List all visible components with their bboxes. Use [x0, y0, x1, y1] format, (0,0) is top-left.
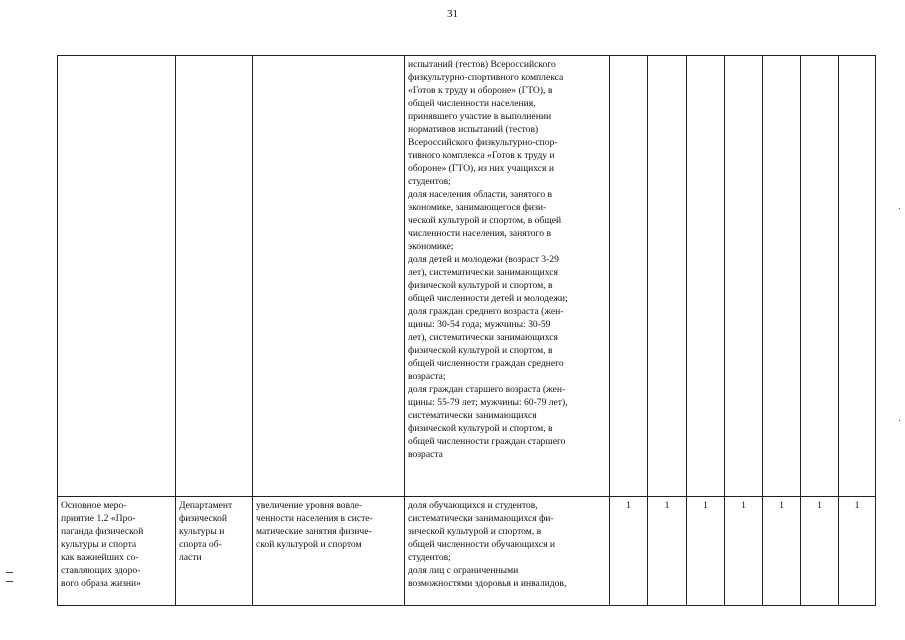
text-line: тивного комплекса «Готов к труду и: [408, 150, 555, 161]
indicators-text: [408, 58, 606, 461]
text-line: доля населения области, занятого в: [408, 189, 553, 200]
scan-dot: [899, 420, 900, 421]
text-line: культуры и спорта: [61, 539, 137, 550]
text-line: зической культурой и спортом, в: [408, 526, 542, 537]
text-line: физической культурой и спортом, в: [408, 423, 553, 434]
value-cell: 1: [610, 497, 648, 606]
value-cell: 1: [725, 497, 763, 606]
text-line: вого образа жизни»: [61, 578, 141, 589]
text-line: спорта об-: [179, 539, 222, 550]
text-line: доля граждан среднего возраста (жен-: [408, 306, 564, 317]
text-line: Департамент: [179, 500, 233, 511]
value-cell: 1: [801, 497, 839, 606]
binding-mark: [6, 581, 13, 582]
text-line: как важнейших со-: [61, 552, 139, 563]
measure-text: [61, 499, 172, 590]
text-line: испытаний (тестов) Всероссийского: [408, 59, 556, 70]
value-cell-empty: [801, 56, 839, 497]
text-line: лет), систематически занимающихся: [408, 267, 558, 278]
text-line: физкультурно-спортивного комплекса: [408, 72, 564, 83]
text-line: доля обучающихся и студентов,: [408, 500, 538, 511]
indicators-text: [408, 499, 606, 590]
text-line: ченности населения в систе-: [256, 513, 373, 524]
text-line: студентов;: [408, 176, 451, 187]
indicators-cell: [405, 56, 610, 497]
value-cell-empty: [763, 56, 801, 497]
text-line: систематически занимающихся: [408, 410, 537, 421]
text-line: численности населения, занятого в: [408, 228, 551, 239]
executor-cell: [176, 497, 253, 606]
text-line: физической культурой и спортом, в: [408, 345, 553, 356]
text-line: возраста;: [408, 371, 446, 382]
value-cell-empty: [648, 56, 687, 497]
text-line: возраста: [408, 449, 443, 460]
value-cell-empty: [839, 56, 876, 497]
text-line: матические занятия физиче-: [256, 526, 372, 537]
indicators-cell: [405, 497, 610, 606]
text-line: общей численности обучающихся и: [408, 539, 556, 550]
text-line: возможностями здоровья и инвалидов,: [408, 578, 567, 589]
value-cell-empty: [687, 56, 725, 497]
text-line: культуры и: [179, 526, 225, 537]
text-line: экономике, занимающегося физи-: [408, 202, 547, 213]
result-text: [256, 499, 401, 551]
executor-cell-empty: [176, 56, 253, 497]
text-line: доля граждан старшего возраста (жен-: [408, 384, 566, 395]
value-cell-empty: [610, 56, 648, 497]
text-line: нормативов испытаний (тестов): [408, 124, 539, 135]
text-line: общей численности граждан старшего: [408, 436, 566, 447]
text-line: ческой культурой и спортом, в общей: [408, 215, 562, 226]
value-cell: 1: [839, 497, 876, 606]
text-line: «Готов к труду и обороне» (ГТО), в: [408, 85, 553, 96]
continuation-row: [58, 56, 876, 497]
text-line: физической: [179, 513, 227, 524]
text-line: щины: 55-79 лет; мужчины: 60-79 лет),: [408, 397, 568, 408]
value-cell: 1: [763, 497, 801, 606]
value-cell-empty: [725, 56, 763, 497]
text-line: доля детей и молодежи (возраст 3-29: [408, 254, 559, 265]
binding-mark: [6, 572, 13, 573]
text-line: общей численности населения,: [408, 98, 536, 109]
text-line: студентов;: [408, 552, 451, 563]
text-line: ласти: [179, 552, 202, 563]
value-cell: 1: [648, 497, 687, 606]
text-line: общей численности граждан среднего: [408, 358, 564, 369]
text-line: доля лиц с ограниченными: [408, 565, 519, 576]
text-line: физической культурой и спортом, в: [408, 280, 553, 291]
page-number: 31: [447, 8, 458, 20]
text-line: общей численности детей и молодежи;: [408, 293, 568, 304]
text-line: принявшего участие в выполнении: [408, 111, 552, 122]
text-line: обороне» (ГТО), из них учащихся и: [408, 163, 554, 174]
measure-cell: [58, 497, 176, 606]
text-line: щины: 30-54 года; мужчины: 30-59: [408, 319, 551, 330]
text-line: экономике;: [408, 241, 454, 252]
text-line: Основное меро-: [61, 500, 127, 511]
program-measures-table: [57, 55, 876, 606]
value-cell: 1: [687, 497, 725, 606]
text-line: ставляющих здоро-: [61, 565, 141, 576]
text-line: систематически занимающихся фи-: [408, 513, 554, 524]
measure-cell-empty: [58, 56, 176, 497]
text-line: увеличение уровня вовле-: [256, 500, 363, 511]
result-cell-empty: [253, 56, 405, 497]
event-row: [58, 497, 876, 606]
executor-text: [179, 499, 249, 564]
text-line: паганда физической: [61, 526, 144, 537]
scan-dot: [899, 208, 900, 209]
text-line: Всероссийского физкультурно-спор-: [408, 137, 558, 148]
result-cell: [253, 497, 405, 606]
text-line: ской культурой и спортом: [256, 539, 362, 550]
text-line: лет), систематически занимающихся: [408, 332, 558, 343]
text-line: приятие 1.2 «Про-: [61, 513, 136, 524]
